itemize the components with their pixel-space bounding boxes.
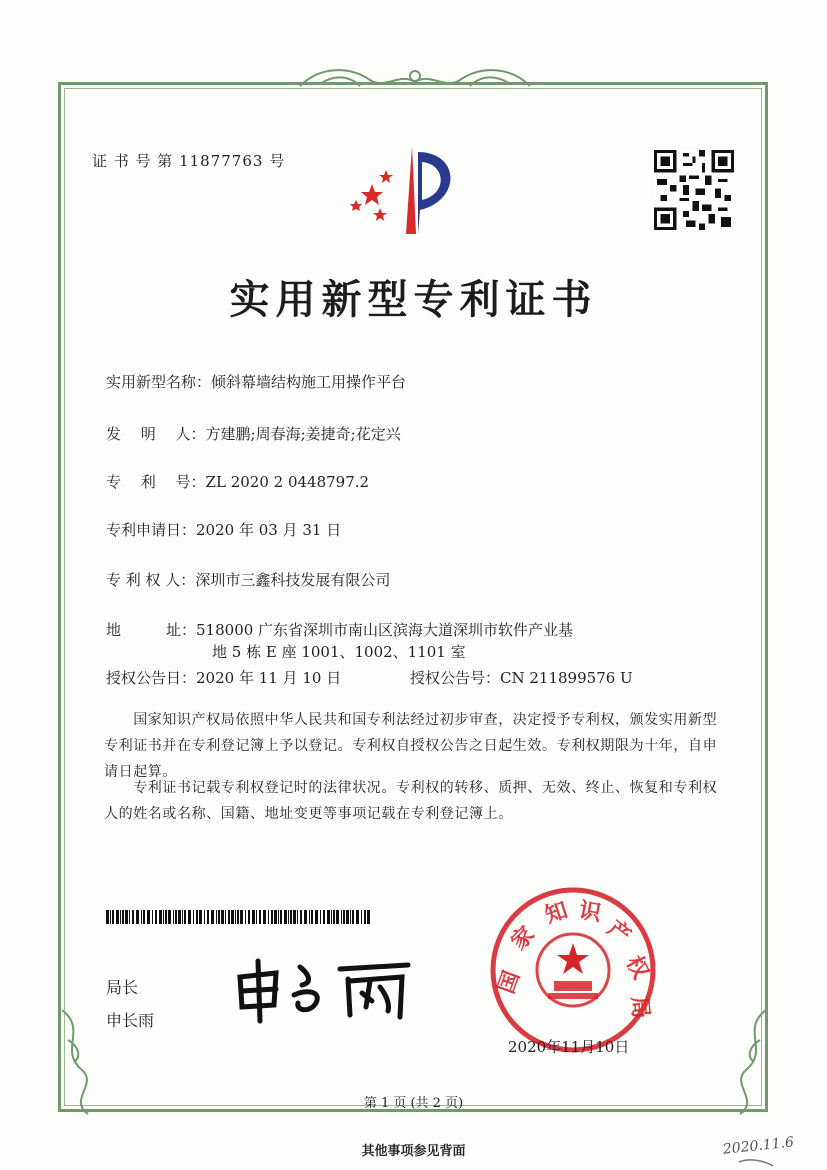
director-signature (230, 955, 420, 1025)
field-label: 专利申请日： (106, 521, 197, 539)
svg-text:国: 国 (494, 967, 526, 998)
field-value: 2020 年 03 月 31 日 (196, 521, 342, 539)
field-value: 518000 广东省深圳市南山区滨海大道深圳市软件产业基 (196, 621, 574, 639)
director-name: 申长雨 (106, 1011, 155, 1030)
field-value: ZL 2020 2 0448797.2 (205, 473, 370, 491)
svg-text:2020.11.6: 2020.11.6 (722, 1134, 795, 1158)
field-value: 方建鹏;周春海;姜捷奇;花定兴 (205, 425, 401, 443)
field-label: 授权公告日： (106, 669, 197, 687)
top-ornament (290, 62, 540, 102)
seal-date: 2020年11月10日 (508, 1038, 630, 1056)
field-grant-number (410, 668, 633, 688)
field-label: 发 明 人： (106, 425, 206, 443)
field-inventor (106, 424, 401, 444)
field-address (106, 620, 573, 640)
field-patent-number (106, 472, 369, 492)
svg-text:识: 识 (576, 898, 603, 927)
field-label: 实用新型名称： (106, 373, 212, 391)
certificate-number: 证 书 号 第 11877763 号 (92, 152, 286, 170)
handwritten-note (719, 1128, 799, 1170)
national-ip-seal-icon (488, 885, 658, 1055)
barcode-icon (106, 910, 374, 924)
field-value: CN 211899576 U (500, 669, 633, 687)
field-patent-holder (106, 570, 390, 590)
svg-text:家: 家 (506, 921, 540, 956)
certificate-title: 实用新型专利证书 (229, 277, 598, 323)
field-label: 专 利 权 人： (106, 571, 196, 589)
svg-text:知: 知 (542, 898, 571, 929)
field-utility-name (106, 372, 406, 392)
field-label: 专 利 号： (106, 473, 206, 491)
field-address-line2: 地 5 栋 E 座 1001、1002、1101 室 (212, 643, 466, 661)
field-value: 深圳市三鑫科技发展有限公司 (195, 571, 391, 589)
statement-paragraph-2: 专利证书记载专利权登记时的法律状况。专利权的转移、质押、无效、终止、恢复和专利权人的姓名或名称、国籍、地址变更等事项记载在专利登记簿上。 (104, 780, 718, 822)
page-number: 第 1 页 (共 2 页) (363, 1096, 464, 1111)
back-side-note: 其他事项参见背面 (361, 1144, 466, 1159)
field-apply-date (106, 520, 341, 540)
field-grant-date (106, 668, 341, 688)
field-label: 授权公告号： (410, 669, 501, 687)
qr-code-icon (654, 150, 734, 230)
patent-office-emblem-icon (350, 140, 470, 240)
field-value: 倾斜幕墙结构施工用操作平台 (211, 373, 407, 391)
svg-text:局: 局 (626, 995, 653, 1020)
director-title: 局长 (106, 978, 139, 997)
field-label: 地 址： (106, 621, 197, 639)
field-value: 2020 年 11 月 10 日 (196, 669, 342, 687)
svg-text:产: 产 (602, 916, 636, 950)
svg-text:权: 权 (620, 952, 654, 984)
statement-paragraph-1: 国家知识产权局依照中华人民共和国专利法经过初步审查，决定授予专利权，颁发实用新型专利证书并在专利登记簿上予以登记。专利权自授权公告之日起生效。专利权期限为十年，自申请日起算。 (104, 712, 718, 780)
